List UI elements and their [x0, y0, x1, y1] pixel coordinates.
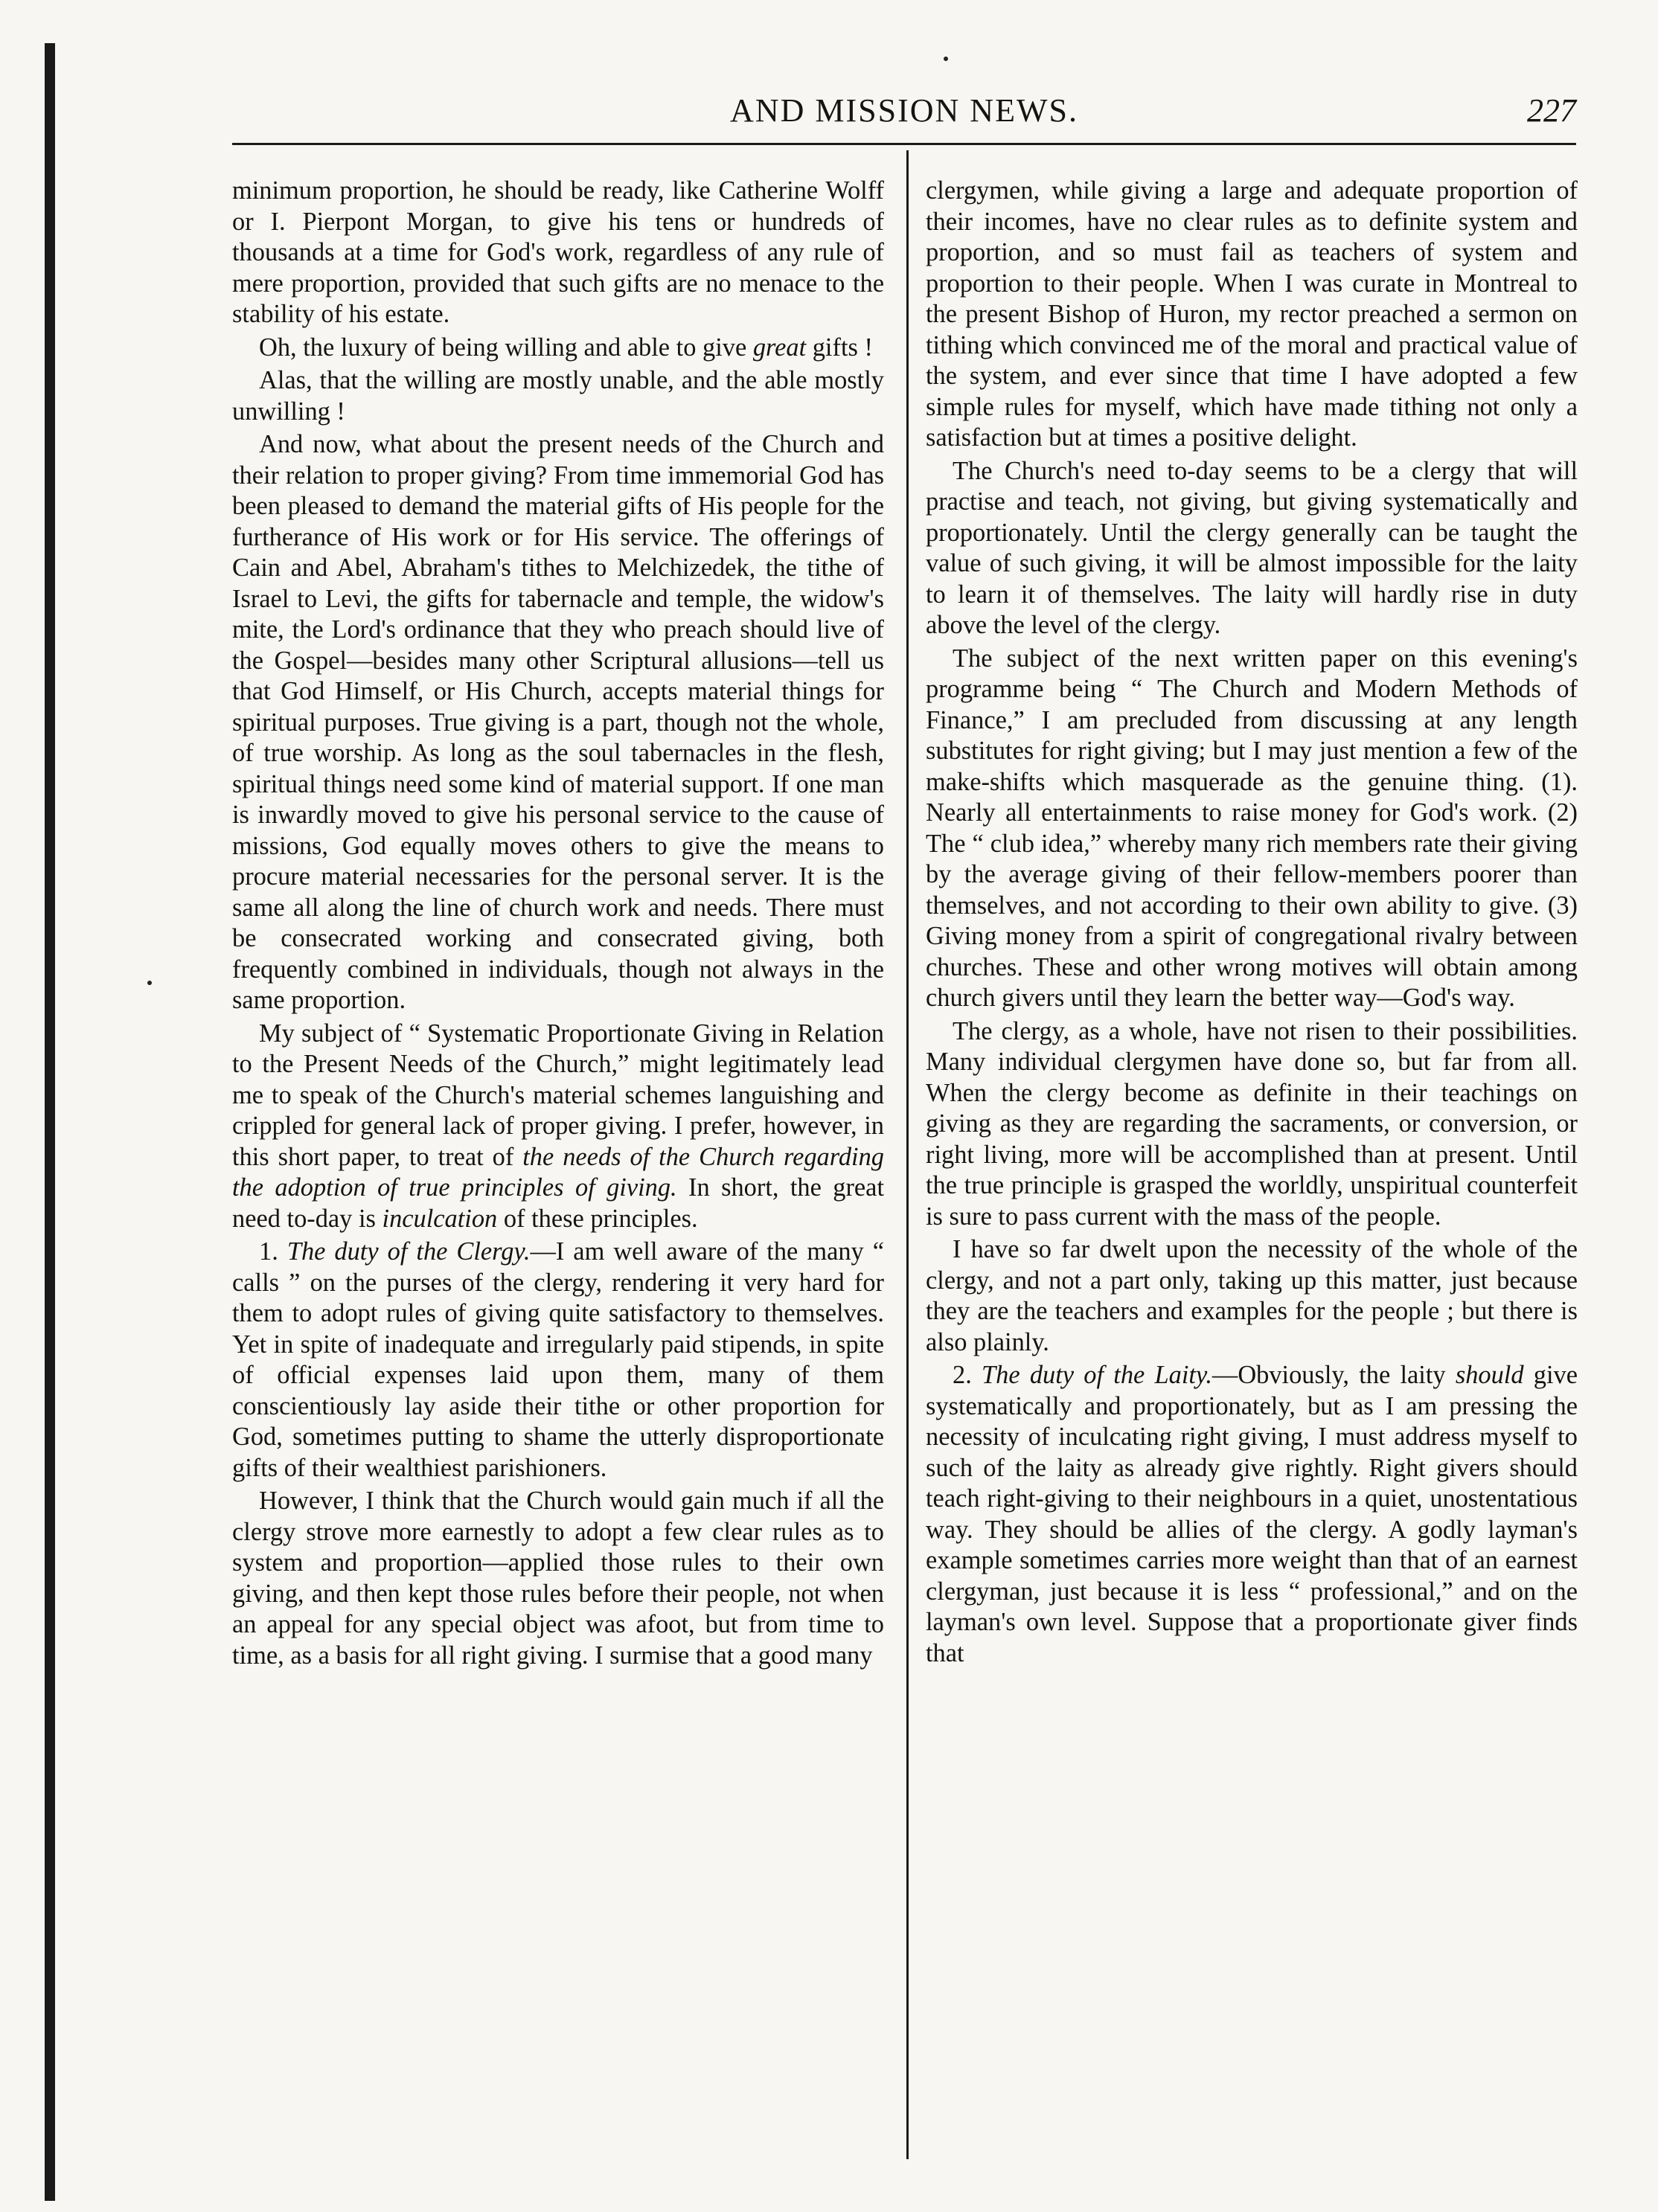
text-run: In short, the great need to-day is	[232, 1173, 884, 1233]
text-run: of these principles.	[497, 1204, 698, 1233]
italic-text: great	[752, 333, 807, 362]
running-title: AND MISSION NEWS.	[730, 92, 1078, 129]
print-speck	[147, 981, 152, 985]
text-run: The clergy, as a whole, have not risen to their possibilities. Many individual clergymen have done so, but far from all. When the clergy become as definite in their teachings on giving as they are regarding the sacraments, or conversion, or right living, more will be accomplished than at present. Until the true principle is grasped the worldly, unspiritual counterfeit is sure to pass current with the mass of the people.	[926, 1016, 1578, 1231]
column-divider	[906, 150, 909, 2159]
paragraph	[232, 176, 884, 330]
text-run: Oh, the luxury of being willing and able to give	[259, 333, 753, 362]
italic-text: The duty of the Laity.	[982, 1361, 1212, 1389]
text-run: The Church's need to-day seems to be a clergy that will practise and teach, not giving, but giving systematically and proportionately. Until the clergy generally can be taught the value of such giving, it will be almost impossible for the laity to learn it of themselves. The laity will hardly rise in duty above the level of the clergy.	[926, 456, 1578, 639]
text-run: My subject of “ Systematic Proportionate Giving in Relation to the Present Needs of the Church,” might legitimately lead me to speak of the Church's material schemes languishing and crippled for general lack of proper giving. I prefer, however, in this short paper, to treat of	[232, 1019, 884, 1171]
paragraph	[232, 333, 884, 364]
paragraph	[232, 429, 884, 1016]
text-run: And now, what about the present needs of the Church and their relation to proper giving? From time immemorial God has been pleased to demand the material gifts of His people for the furtherance of His work or for His service. The offerings of Cain and Abel, Abraham's tithes to Melchizedek, the tithe of Israel to Levi, the gifts for tabernacle and temple, the widow's mite, the Lord's ordinance that they who preach should live of the Gospel—besides many other Scriptural allusions—tell us that God Himself, or His Church, accepts material things for spiritual purposes. True giving is a part, though not the whole, of true worship. As long as the soul tabernacles in the flesh, spiritual things need some kind of material support. If one man is inwardly moved to give his personal service to the cause of missions, God equally moves others to give the means to procure material necessaries for the personal server. It is the same all along the line of church work and needs. There must be consecrated working and consecrated giving, both frequently combined in individuals, though not always in the same proportion.	[232, 430, 884, 1014]
text-run: 2.	[953, 1361, 982, 1389]
text-run: The subject of the next written paper on this evening's programme being “ The Church and Modern Methods of Finance,” I am precluded from discussing at any length substitutes for right giving; but I may just mention a few of the make-shifts which masquerade as the genuine thing. (1). Nearly all entertainments to raise money for God's work. (2) The “ club idea,” whereby many rich members rate their giving by the average giving of their fellow-members poorer than themselves, and not according to their own ability to give. (3) Giving money from a spirit of congregational rivalry between churches. These and other wrong motives will obtain among church givers until they learn the better way—God's way.	[926, 644, 1578, 1012]
left-column	[232, 176, 884, 1673]
paragraph	[232, 1486, 884, 1671]
paragraph	[926, 1234, 1578, 1358]
text-run: —Obviously, the laity	[1212, 1361, 1456, 1389]
text-run: However, I think that the Church would gain much if all the clergy strove more earnestly to adopt a few clear rules as to system and proportion—applied those rules to their own giving, and then kept those rules before their people, not when an appeal for any special object was afoot, but from time to time, as a basis for all right giving. I surmise that a good many	[232, 1487, 884, 1670]
text-run: gifts !	[806, 333, 873, 362]
text-run: clergymen, while giving a large and adequate proportion of their incomes, have no clear rules as to definite system and proportion, and so must fail as teachers of system and proportion to their people. When I was curate in Montreal to the present Bishop of Huron, my rector preached a sermon on tithing which convinced me of the moral and practical value of the system, and ever since that time I have adopted a few simple rules for myself, which have made tithing not only a satisfaction but at times a positive delight.	[926, 176, 1578, 452]
paragraph	[926, 1016, 1578, 1233]
paragraph	[926, 176, 1578, 454]
right-column	[926, 176, 1578, 1671]
paragraph	[926, 644, 1578, 1014]
italic-text: inculcation	[382, 1204, 498, 1233]
paragraph	[232, 365, 884, 427]
page-number: 227	[1527, 92, 1576, 129]
text-run: —I am well aware of the many “ calls ” on the purses of the clergy, rendering it very hard for them to adopt rules of giving quite satisfactory to themselves. Yet in spite of inadequate and irregularly paid stipends, in spite of official expenses laid upon them, many of them conscientiously lay aside their tithe or other proportion for God, sometimes putting to shame the utterly disproportionate gifts of their wealthiest parishioners.	[232, 1237, 885, 1482]
paragraph	[232, 1237, 884, 1484]
text-run: I have so far dwelt upon the necessity of the whole of the clergy, and not a part only, taking up this matter, just because they are the teachers and examples for the people ; but there is also plainly.	[926, 1235, 1578, 1356]
text-run: 1.	[259, 1237, 287, 1266]
paragraph	[926, 456, 1578, 641]
italic-text: should	[1455, 1361, 1524, 1389]
text-run: give systematically and proportionately, but as I am pressing the necessity of inculcating right giving, I must address myself to such of the laity as already give rightly. Right givers should teach right-giving to their neighbours in a quiet, unostentatious way. They should be allies of the clergy. A godly layman's example sometimes carries more weight than that of an earnest clergyman, just because it is less “ professional,” and on the layman's own level. Suppose that a proportionate giver finds that	[926, 1361, 1578, 1667]
italic-text: The duty of the Clergy.	[287, 1237, 531, 1266]
print-speck	[944, 57, 948, 61]
header-rule	[232, 143, 1576, 145]
text-run: minimum proportion, he should be ready, like Catherine Wolff or I. Pierpont Morgan, to give his tens or hundreds of thousands at a time for God's work, regardless of any rule of mere proportion, provided that such gifts are no menace to the stability of his estate.	[232, 176, 884, 328]
page-header	[232, 88, 1576, 134]
paragraph	[232, 1019, 884, 1235]
text-run: Alas, that the willing are mostly unable, and the able mostly unwilling !	[232, 366, 884, 426]
page-edge-shadow	[45, 43, 55, 2201]
italic-text: the needs of the Church regarding the adoption of true principles of giving.	[232, 1142, 884, 1202]
paragraph	[926, 1360, 1578, 1669]
